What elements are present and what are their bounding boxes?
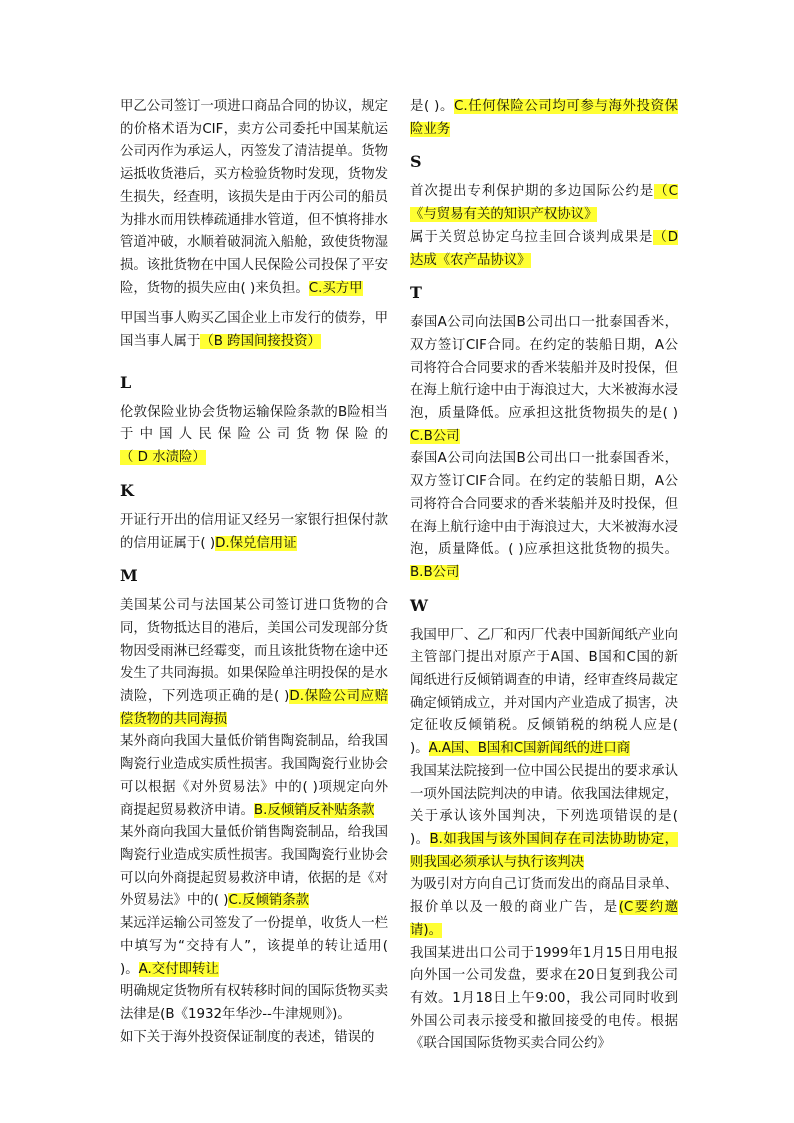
question-paragraph [120, 308, 388, 353]
question-text: 为吸引对方向自己订货而发出的商品目录单、报价单以及一般的商业广告，是 [410, 877, 678, 916]
question-paragraph [410, 943, 678, 1057]
question-paragraph [410, 96, 678, 141]
section-heading-t: T [410, 283, 422, 303]
question-text: 某远洋运输公司签发了一份提单，收货人一栏中填写为“交持有人”，该提单的转让适用( )。 [120, 916, 388, 977]
question-paragraph [410, 874, 678, 942]
question-text: 开证行开出的信用证又经另一家银行担保付款的信用证属于( ) [120, 512, 388, 551]
section-heading-m: M [120, 566, 138, 586]
question-paragraph [120, 595, 388, 731]
question-text: 甲国当事人购买乙国企业上市发行的债券，甲国当事人属于 [120, 311, 388, 350]
question-paragraph [120, 510, 388, 555]
answer-highlight: B.B公司 [410, 564, 460, 580]
question-text: 我国甲厂、乙厂和丙厂代表中国新闻纸产业向主管部门提出对原产于A国、B国和C国的新闻纸进行反倾销调查的申请，经审查终局裁定确定倾销成立，并对国内产业造成了损害，决定征收反倾销税。反倾销税的纳税人应是( )。 [410, 627, 678, 757]
question-text: 美国某公司与法国某公司签订进口货物的合同，货物抵达目的港后，美国公司发现部分货物因受雨淋已经霉变，而且该批货物在途中还发生了共同海损。如果保险单注明投保的是水渍险，下列选项正确的是( ) [120, 598, 388, 705]
left-column [120, 96, 388, 1049]
right-column [410, 96, 678, 1056]
answer-highlight: B.反倾销反补贴条款 [253, 802, 375, 818]
question-text: 伦敦保险业协会货物运输保险条款的B险相当于中国人民保险公司货物保险的 [120, 404, 388, 443]
question-paragraph [120, 1027, 388, 1050]
question-text: 如下关于海外投资保证制度的表述，错误的 [120, 1029, 375, 1045]
question-text: 首次提出专利保护期的多边国际公约是 [410, 184, 655, 200]
question-paragraph [410, 625, 678, 761]
question-paragraph [410, 312, 678, 448]
question-text: 明确规定货物所有权转移时间的国际货物买卖法律是(B《1932年华沙--牛津规则》)。 [120, 984, 388, 1022]
answer-highlight: A.交付即转让 [138, 961, 219, 977]
answer-highlight: (C要约邀请)。 [410, 900, 678, 938]
answer-highlight: （D 达成《农产品协议》 [410, 229, 679, 268]
question-text: 我国某进出口公司于1999年1月15日用电报向外国一公司发盘，要求在20日复到我公司有效。1月18日上午9:00，我公司同时收到外国公司表示接受和撤回接受的电传。根据《联合国国际货物买卖合同公约》 [410, 945, 678, 1052]
answer-highlight: C.买方甲 [308, 280, 363, 296]
question-text: 某外商向我国大量低价销售陶瓷制品，给我国陶瓷行业造成实质性损害。我国陶瓷行业协会可以根据《对外贸易法》中的( )项规定向外商提起贸易救济申请。 [120, 734, 388, 818]
answer-highlight: D.保兑信用证 [215, 535, 297, 551]
answer-highlight: B.如我国与该外国间存在司法协助协定，则我国必须承认与执行该判决 [410, 831, 678, 870]
section-heading-w: W [410, 595, 428, 615]
answer-highlight: （B 跨国间接投资） [200, 334, 321, 350]
question-text: 甲乙公司签订一项进口商品合同的协议，规定的价格术语为CIF，卖方公司委托中国某航运公司丙作为承运人，丙签发了清洁提单。货物运抵收货港后，买方检验货物时发现，货物发生损失，经查明，该损失是由于丙公司的船员为排水而用铁棒疏通排水管道，但不慎将排水管道冲破，水顺着破洞流入船舱，致使货物湿损。该批货物在中国人民保险公司投保了平安险，货物的损失应由( )来负担。 [120, 99, 388, 296]
question-paragraph [410, 761, 678, 875]
answer-highlight: （ D 水渍险） [120, 450, 206, 466]
question-paragraph [120, 96, 388, 300]
question-text: 属于关贸总协定乌拉圭回合谈判成果是 [410, 229, 654, 245]
question-text: 泰国A公司向法国B公司出口一批泰国香米，双方签订CIF合同。在约定的装船日期，A公司将符合合同要求的香米装船并及时投保，但在海上航行途中由于海浪过大，大米被海水浸泡，质量降低。应承担这批货物损失的是( ) [410, 315, 678, 422]
question-paragraph [120, 981, 388, 1026]
answer-highlight: C.任何保险公司均可参与海外投资保险业务 [410, 99, 678, 137]
answer-highlight: A.A国、B国和C国新闻纸的进口商 [428, 741, 631, 757]
question-paragraph [120, 402, 388, 470]
question-paragraph [410, 181, 678, 226]
question-paragraph [120, 913, 388, 981]
answer-highlight: C.B公司 [410, 428, 460, 444]
answer-highlight: C.反倾销条款 [228, 893, 310, 909]
question-paragraph [120, 731, 388, 822]
answer-highlight: D.保险公司应赔偿货物的共同海损 [120, 689, 388, 727]
question-text: 我国某法院接到一位中国公民提出的要求承认一项外国法院判决的申请。依我国法律规定，关于承认该外国判决，下列选项错误的是( )。 [410, 763, 678, 847]
question-text: 是( )。 [410, 99, 455, 114]
section-heading-k: K [120, 480, 134, 500]
section-heading-s: S [410, 152, 422, 172]
section-heading-l: L [120, 372, 132, 392]
question-paragraph [410, 448, 678, 584]
answer-highlight: （C《与贸易有关的知识产权协议》 [410, 184, 679, 223]
question-paragraph [120, 822, 388, 913]
question-text: 某外商向我国大量低价销售陶瓷制品，给我国陶瓷行业造成实质性损害。我国陶瓷行业协会可以向外商提起贸易救济申请，依据的是《对外贸易法》中的( ) [120, 825, 388, 909]
question-paragraph [410, 227, 678, 272]
question-text: 泰国A公司向法国B公司出口一批泰国香米，双方签订CIF合同。在约定的装船日期，A公司将符合合同要求的香米装船并及时投保，但在海上航行途中由于海浪过大，大米被海水浸泡，质量降低。( )应承担这批货物的损失。 [410, 451, 678, 558]
